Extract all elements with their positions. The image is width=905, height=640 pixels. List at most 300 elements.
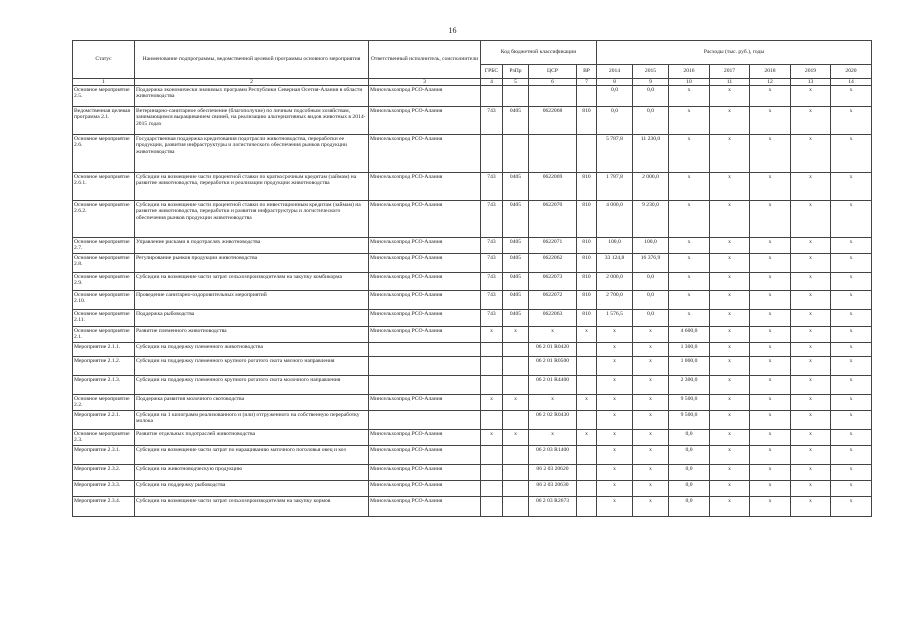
name-cell: Ветеринарно-санитарное обеспечение (благополучие) по личным подсобным хозяйствам, занимающимся выращиванием свиней, на реализацию альтернативных видов животных в 2014-2015 годах [135, 107, 369, 135]
csr-cell: 0622063 [529, 310, 577, 327]
status-cell: Ведомственная целевая программа 2.1. [73, 107, 135, 135]
grbs-cell: 743 [481, 107, 503, 135]
expense-cell: x [791, 310, 831, 327]
name-cell: Управление рисками в подотраслях животноводства [135, 238, 369, 254]
expense-cell: 4 600,0 [669, 327, 710, 343]
vr-cell [577, 343, 597, 357]
expense-cell: x [750, 497, 791, 517]
expense-cell: 1 300,0 [669, 343, 710, 357]
expense-cell: x [791, 411, 831, 430]
name-cell: Поддержка развития молочного скотоводства [135, 395, 369, 411]
expense-cell: x [633, 357, 669, 376]
column-number: 3 [369, 79, 481, 86]
csr-cell: 06 2 02 R0430 [529, 411, 577, 430]
column-number: 10 [669, 79, 710, 86]
name-cell: Поддержка рыбоводства [135, 310, 369, 327]
expense-cell: x [831, 291, 872, 310]
header-year: 2016 [669, 65, 710, 79]
grbs-cell [481, 465, 503, 481]
expense-cell: x [710, 411, 750, 430]
expense-cell: x [633, 343, 669, 357]
rzpr-cell [503, 376, 529, 395]
column-number: 4 [481, 79, 503, 86]
expense-cell: x [750, 254, 791, 273]
csr-cell: 06 2 01 R0500 [529, 357, 577, 376]
expense-cell: x [750, 135, 791, 173]
expense-cell: x [669, 86, 710, 107]
expense-cell: x [597, 497, 633, 517]
rzpr-cell [503, 465, 529, 481]
csr-cell: 0622071 [529, 238, 577, 254]
table-row [73, 395, 872, 411]
status-cell: Основное мероприятие 2.6. [73, 135, 135, 173]
expense-cell: x [669, 254, 710, 273]
expense-cell: x [831, 446, 872, 465]
responsible-cell: Минсельхозпрод РСО-Алания [369, 107, 481, 135]
table-row [73, 343, 872, 357]
vr-cell: 810 [577, 107, 597, 135]
expense-cell: 9 500,0 [669, 411, 710, 430]
grbs-cell [481, 446, 503, 465]
grbs-cell: x [481, 327, 503, 343]
expense-cell: x [597, 446, 633, 465]
vr-cell [577, 497, 597, 517]
expense-cell: x [791, 173, 831, 201]
header-year: 2019 [791, 65, 831, 79]
expense-cell: x [831, 173, 872, 201]
expense-cell: x [710, 201, 750, 238]
column-number: 2 [135, 79, 369, 86]
expense-cell: 0,0 [633, 310, 669, 327]
status-cell: Основное мероприятие 2.6.1. [73, 173, 135, 201]
vr-cell [577, 465, 597, 481]
expense-cell: x [710, 107, 750, 135]
grbs-cell: 743 [481, 254, 503, 273]
expense-cell: x [791, 291, 831, 310]
expense-cell: x [831, 327, 872, 343]
rzpr-cell [503, 497, 529, 517]
expense-cell: x [831, 135, 872, 173]
vr-cell [577, 411, 597, 430]
rzpr-cell [503, 357, 529, 376]
expense-cell: 100,0 [597, 238, 633, 254]
table-row [73, 481, 872, 497]
expense-cell: 0,0 [597, 107, 633, 135]
expense-cell: x [669, 107, 710, 135]
expense-cell: 1 787,8 [597, 173, 633, 201]
responsible-cell [369, 376, 481, 395]
vr-cell: 810 [577, 273, 597, 291]
grbs-cell [481, 135, 503, 173]
expense-cell: x [633, 497, 669, 517]
responsible-cell: Минсельхозпрод РСО-Алания [369, 327, 481, 343]
status-cell: Основное мероприятие 2.8. [73, 254, 135, 273]
header-budget-code: Код бюджетной классификации [481, 41, 597, 65]
expense-cell: x [710, 86, 750, 107]
responsible-cell: Минсельхозпрод РСО-Алания [369, 446, 481, 465]
name-cell: Государственная поддержка кредитования подотрасли животноводства, переработки ее продукции, развития инфраструктуры и логистического обеспечения рынков продукции животноводства [135, 135, 369, 173]
responsible-cell: Минсельхозпрод РСО-Алания [369, 291, 481, 310]
responsible-cell [369, 343, 481, 357]
responsible-cell: Минсельхозпрод РСО-Алания [369, 497, 481, 517]
csr-cell: 0622069 [529, 173, 577, 201]
grbs-cell [481, 411, 503, 430]
name-cell: Субсидии на возмещение части затрат по наращиванию маточного поголовья овец и коз [135, 446, 369, 465]
expense-cell: x [597, 481, 633, 497]
responsible-cell: Минсельхозпрод РСО-Алания [369, 201, 481, 238]
expense-cell: x [669, 273, 710, 291]
expense-cell: x [791, 135, 831, 173]
expense-cell: 9 230,0 [633, 201, 669, 238]
grbs-cell [481, 357, 503, 376]
expense-cell: 4 000,0 [597, 201, 633, 238]
expense-cell: x [597, 376, 633, 395]
expense-cell: x [669, 238, 710, 254]
column-number: 14 [831, 79, 872, 86]
status-cell: Основное мероприятие 2.1. [73, 327, 135, 343]
status-cell: Основное мероприятие 2.2. [73, 395, 135, 411]
csr-cell: 06 2 03 R1400 [529, 446, 577, 465]
rzpr-cell: 0405 [503, 201, 529, 238]
column-number: 1 [73, 79, 135, 86]
rzpr-cell [503, 86, 529, 107]
expense-cell: x [669, 291, 710, 310]
csr-cell: 06 2 03 R2673 [529, 497, 577, 517]
expense-cell: x [831, 201, 872, 238]
vr-cell [577, 135, 597, 173]
table-row [73, 376, 872, 395]
expense-cell: x [791, 86, 831, 107]
expense-cell: x [710, 395, 750, 411]
table-row [73, 357, 872, 376]
expense-cell: 1 000,0 [669, 357, 710, 376]
table-row [73, 107, 872, 135]
grbs-cell [481, 343, 503, 357]
name-cell: Развитие племенного животноводства [135, 327, 369, 343]
table-row [73, 135, 872, 173]
column-number: 12 [750, 79, 791, 86]
expense-cell: x [633, 327, 669, 343]
vr-cell: x [577, 327, 597, 343]
expense-cell: x [791, 343, 831, 357]
expense-cell: 2 700,0 [597, 291, 633, 310]
table-row [73, 173, 872, 201]
rzpr-cell: x [503, 327, 529, 343]
vr-cell [577, 446, 597, 465]
expense-cell: x [750, 273, 791, 291]
expense-cell: x [710, 254, 750, 273]
expense-cell: x [791, 107, 831, 135]
csr-cell: 06 2 01 R4400 [529, 376, 577, 395]
table-row [73, 411, 872, 430]
expense-cell: x [710, 357, 750, 376]
responsible-cell: Минсельхозпрод РСО-Алания [369, 238, 481, 254]
status-cell: Мероприятие 2.1.1. [73, 343, 135, 357]
csr-cell: 0622070 [529, 201, 577, 238]
expense-cell: x [710, 173, 750, 201]
table-row [73, 430, 872, 446]
table-body [73, 86, 872, 517]
expense-cell: x [750, 238, 791, 254]
grbs-cell [481, 497, 503, 517]
rzpr-cell: 0405 [503, 238, 529, 254]
expense-cell: x [791, 357, 831, 376]
csr-cell: 0622073 [529, 273, 577, 291]
grbs-cell [481, 376, 503, 395]
expense-cell: x [710, 273, 750, 291]
column-number: 6 [529, 79, 577, 86]
csr-cell: 06 2 03 20630 [529, 481, 577, 497]
expense-cell: x [831, 411, 872, 430]
expense-cell: x [831, 107, 872, 135]
grbs-cell: 743 [481, 291, 503, 310]
column-number: 5 [503, 79, 529, 86]
column-number: 7 [577, 79, 597, 86]
rzpr-cell: 0405 [503, 291, 529, 310]
rzpr-cell: 0405 [503, 254, 529, 273]
column-number: 8 [597, 79, 633, 86]
grbs-cell [481, 86, 503, 107]
expense-cell: x [750, 446, 791, 465]
expense-cell: x [750, 411, 791, 430]
responsible-cell: Минсельхозпрод РСО-Алания [369, 86, 481, 107]
vr-cell: x [577, 395, 597, 411]
column-number: 13 [791, 79, 831, 86]
expense-cell: x [710, 291, 750, 310]
rzpr-cell [503, 481, 529, 497]
vr-cell: 810 [577, 201, 597, 238]
status-cell: Мероприятие 2.3.1. [73, 446, 135, 465]
expense-cell: x [750, 310, 791, 327]
status-cell: Основное мероприятие 2.10. [73, 291, 135, 310]
grbs-cell [481, 481, 503, 497]
responsible-cell: Минсельхозпрод РСО-Алания [369, 254, 481, 273]
expense-cell: 100,0 [633, 238, 669, 254]
grbs-cell: 743 [481, 273, 503, 291]
expense-cell: x [791, 497, 831, 517]
expense-cell: 33 124,8 [597, 254, 633, 273]
header-responsible: Ответственный исполнитель, соисполнители [369, 41, 481, 79]
responsible-cell [369, 357, 481, 376]
expense-cell: x [791, 465, 831, 481]
expense-cell: x [750, 201, 791, 238]
expense-cell: 0,0 [633, 273, 669, 291]
expense-cell: x [710, 446, 750, 465]
expense-cell: x [791, 446, 831, 465]
expense-cell: x [831, 273, 872, 291]
table-row [73, 238, 872, 254]
expense-cell: 0,0 [669, 430, 710, 446]
expense-cell: 0,0 [597, 86, 633, 107]
responsible-cell: Минсельхозпрод РСО-Алания [369, 310, 481, 327]
expense-cell: x [750, 107, 791, 135]
expense-cell: x [791, 327, 831, 343]
rzpr-cell: 0405 [503, 310, 529, 327]
name-cell: Субсидии на поддержку племенного крупного рогатого скота мясного направления [135, 357, 369, 376]
expense-cell: x [633, 430, 669, 446]
header-name: Наименование подпрограммы, ведомственной целевой программы основного мероприятия [135, 41, 369, 79]
grbs-cell: x [481, 395, 503, 411]
expense-cell: 11 230,0 [633, 135, 669, 173]
vr-cell: 810 [577, 291, 597, 310]
expense-cell: x [791, 273, 831, 291]
expense-cell: x [831, 430, 872, 446]
expense-cell: x [710, 310, 750, 327]
name-cell: Субсидии на возмещение части затрат сельхозпроизводителям на закупку кормов [135, 497, 369, 517]
expense-cell: 0,0 [669, 481, 710, 497]
status-cell: Мероприятие 2.3.4. [73, 497, 135, 517]
expense-cell: x [633, 376, 669, 395]
responsible-cell: Минсельхозпрод РСО-Алания [369, 481, 481, 497]
expense-cell: 0,0 [669, 465, 710, 481]
column-number: 11 [710, 79, 750, 86]
page-number: 16 [448, 26, 457, 35]
status-cell: Основное мероприятие 2.11. [73, 310, 135, 327]
status-cell: Основное мероприятие 2.7. [73, 238, 135, 254]
grbs-cell: 743 [481, 310, 503, 327]
expense-cell: 1 576,5 [597, 310, 633, 327]
expense-cell: x [750, 291, 791, 310]
grbs-cell: x [481, 430, 503, 446]
vr-cell [577, 481, 597, 497]
expense-cell: x [831, 238, 872, 254]
expense-cell: x [633, 411, 669, 430]
rzpr-cell [503, 343, 529, 357]
expense-cell: x [750, 86, 791, 107]
status-cell: Основное мероприятие 2.6.2. [73, 201, 135, 238]
grbs-cell: 743 [481, 238, 503, 254]
expense-cell: x [791, 254, 831, 273]
csr-cell: 06 2 03 20620 [529, 465, 577, 481]
csr-cell: 0622062 [529, 254, 577, 273]
column-number: 9 [633, 79, 669, 86]
header-csr: ЦСР [529, 65, 577, 79]
responsible-cell: Минсельхозпрод РСО-Алания [369, 395, 481, 411]
expense-cell: x [710, 376, 750, 395]
name-cell: Субсидии на возмещение части процентной ставки по инвестиционным кредитам (займам) на развитие животноводства, переработки и развития инфраструктуры и логистического обеспечения рынков продукции животноводства [135, 201, 369, 238]
table-row [73, 327, 872, 343]
vr-cell: 810 [577, 238, 597, 254]
name-cell: Субсидии на возмещение части процентной ставки по краткосрочным кредитам (займам) на развитие животноводства, переработки и реализации продукции животноводства [135, 173, 369, 201]
column-number-row [73, 79, 872, 86]
expense-cell: x [750, 465, 791, 481]
expense-cell: 0,0 [633, 291, 669, 310]
csr-cell: x [529, 430, 577, 446]
header-expenses: Расходы (тыс. руб.), годы [597, 41, 872, 65]
name-cell: Субсидии на поддержку племенного крупного рогатого скота молочного направления [135, 376, 369, 395]
expense-cell: x [831, 497, 872, 517]
table-row [73, 273, 872, 291]
header-grbs: ГРБС [481, 65, 503, 79]
expense-cell: x [791, 376, 831, 395]
expense-cell: x [750, 357, 791, 376]
expense-cell: x [669, 310, 710, 327]
csr-cell [529, 86, 577, 107]
responsible-cell: Минсельхозпрод РСО-Алания [369, 430, 481, 446]
vr-cell [577, 376, 597, 395]
status-cell: Мероприятие 2.2.1. [73, 411, 135, 430]
expense-cell: 0,0 [669, 497, 710, 517]
table-row [73, 201, 872, 238]
expense-cell: x [710, 135, 750, 173]
status-cell: Мероприятие 2.3.2. [73, 465, 135, 481]
expense-cell: 0,0 [633, 107, 669, 135]
responsible-cell [369, 411, 481, 430]
table-row [73, 86, 872, 107]
status-cell: Основное мероприятие 2.5. [73, 86, 135, 107]
expense-cell: x [710, 465, 750, 481]
name-cell: Регулирование рынков продукции животноводства [135, 254, 369, 273]
status-cell: Мероприятие 2.3.3. [73, 481, 135, 497]
expense-cell: 0,0 [633, 86, 669, 107]
header-year: 2015 [633, 65, 669, 79]
expense-cell: x [710, 343, 750, 357]
expense-cell: 2 000,0 [633, 173, 669, 201]
rzpr-cell [503, 135, 529, 173]
grbs-cell: 743 [481, 201, 503, 238]
expense-cell: 2 300,0 [669, 376, 710, 395]
csr-cell: 0622068 [529, 107, 577, 135]
budget-table [72, 40, 872, 517]
responsible-cell: Минсельхозпрод РСО-Алания [369, 135, 481, 173]
name-cell: Проведение санитарно-оздоровительных мероприятий [135, 291, 369, 310]
csr-cell: 0622072 [529, 291, 577, 310]
rzpr-cell: 0405 [503, 107, 529, 135]
name-cell: Субсидии на поддержку племенного животноводства [135, 343, 369, 357]
name-cell: Развитие отдельных подотраслей животноводства [135, 430, 369, 446]
header-year: 2017 [710, 65, 750, 79]
expense-cell: x [750, 327, 791, 343]
expense-cell: x [633, 481, 669, 497]
expense-cell: x [791, 201, 831, 238]
rzpr-cell: 0405 [503, 173, 529, 201]
header-year: 2014 [597, 65, 633, 79]
header-vr: ВР [577, 65, 597, 79]
table-row [73, 465, 872, 481]
expense-cell: x [669, 135, 710, 173]
expense-cell: x [831, 343, 872, 357]
table-row [73, 497, 872, 517]
table-row [73, 291, 872, 310]
vr-cell: 810 [577, 310, 597, 327]
responsible-cell: Минсельхозпрод РСО-Алания [369, 173, 481, 201]
csr-cell: x [529, 327, 577, 343]
expense-cell: x [710, 430, 750, 446]
status-cell: Мероприятие 2.1.3. [73, 376, 135, 395]
expense-cell: x [750, 343, 791, 357]
expense-cell: x [750, 376, 791, 395]
expense-cell: x [597, 327, 633, 343]
status-cell: Основное мероприятие 2.3. [73, 430, 135, 446]
name-cell: Субсидии на 1 килограмм реализованного и (или) отгруженного на собственную переработку молока [135, 411, 369, 430]
vr-cell: 810 [577, 254, 597, 273]
expense-cell: x [669, 173, 710, 201]
expense-cell: x [831, 465, 872, 481]
expense-cell: x [791, 395, 831, 411]
expense-cell: x [831, 481, 872, 497]
expense-cell: x [633, 446, 669, 465]
rzpr-cell: 0405 [503, 273, 529, 291]
csr-cell: 06 2 01 R0420 [529, 343, 577, 357]
name-cell: Субсидии на поддержку рыбоводства [135, 481, 369, 497]
responsible-cell: Минсельхозпрод РСО-Алания [369, 273, 481, 291]
header-year: 2020 [831, 65, 872, 79]
expense-cell: 5 787,8 [597, 135, 633, 173]
expense-cell: x [597, 465, 633, 481]
expense-cell: 0,0 [669, 446, 710, 465]
header-rzpr: РзПр [503, 65, 529, 79]
expense-cell: x [831, 376, 872, 395]
